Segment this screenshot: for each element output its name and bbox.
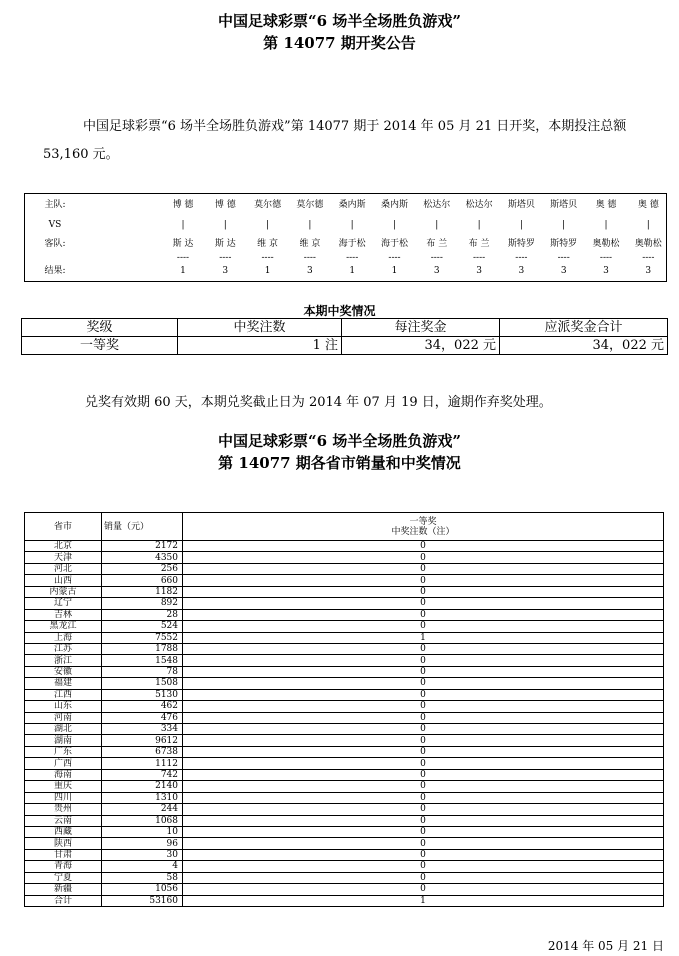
province-row [25,541,664,552]
announcement-title: 中国足球彩票“6 场半全场胜负游戏” [218,12,461,30]
province-row [25,826,664,837]
province-winners: 1 [183,632,664,643]
province-sales: 1112 [102,758,183,769]
province-name: 青海 [25,861,102,872]
province-subtitle: 第 14077 期各省市销量和中奖情况 [218,454,461,472]
province-name: 陕西 [25,838,102,849]
home-team-6: 桑内斯 [380,200,408,210]
dash-mark-3: ---- [261,253,274,263]
province-name: 湖南 [25,735,102,746]
province-winners: 0 [183,701,664,712]
province-sales: 660 [102,575,183,586]
province-winners: 0 [183,621,664,632]
province-sales: 7552 [102,632,183,643]
province-sales: 1788 [102,643,183,654]
province-winners: 0 [183,746,664,757]
province-sales: 462 [102,701,183,712]
province-sales: 1068 [102,815,183,826]
province-sales: 524 [102,621,183,632]
province-row [25,735,664,746]
home-team-10: 斯塔贝 [550,200,578,210]
province-row [25,575,664,586]
match-result-1: 1 [180,266,186,276]
redeem-notice: 兑奖有效期 60 天，本期兑奖截止日为 2014 年 07 月 19 日，逾期作弃奖处理。 [85,395,552,410]
match-result-11: 3 [603,266,609,276]
province-row [25,861,664,872]
vs-mark-10: | [562,220,566,230]
province-winners: 0 [183,724,664,735]
province-name: 江苏 [25,643,102,654]
province-name: 重庆 [25,781,102,792]
province-row [25,724,664,735]
dash-mark-12: ---- [642,253,655,263]
announcement-subtitle: 第 14077 期开奖公告 [263,34,416,52]
province-winners: 0 [183,884,664,895]
province-winners: 0 [183,712,664,723]
dash-mark-11: ---- [599,253,613,263]
prize-header-total: 应派奖金合计 [500,319,668,337]
province-sales: 892 [102,598,183,609]
province-row [25,746,664,757]
match-result-8: 3 [476,266,482,276]
result-label: 结果: [44,266,66,276]
vs-mark-2: | [223,220,227,230]
intro-paragraph: 中国足球彩票“6 场半全场胜负游戏”第 14077 期于 2014 年 05 月 21 日开奖，本期投注总额 53,160 元。 [43,119,627,162]
dash-mark-6: ---- [388,253,401,263]
dash-mark-7: ---- [430,253,443,263]
province-winners: 0 [183,563,664,574]
province-row [25,792,664,803]
province-name: 宁夏 [25,872,102,883]
away-team-12: 奥勒松 [634,239,662,249]
province-name: 山东 [25,701,102,712]
home-team-3: 莫尔德 [254,200,282,210]
province-name: 上海 [25,632,102,643]
vs-mark-11: | [604,220,608,230]
province-winners: 0 [183,872,664,883]
away-team-11: 奥勒松 [592,239,620,249]
province-name: 海南 [25,769,102,780]
province-row [25,666,664,677]
province-winners: 0 [183,689,664,700]
province-winners: 0 [183,861,664,872]
province-winners: 0 [183,598,664,609]
dash-mark-1: ---- [176,253,190,263]
province-sales: 10 [102,826,183,837]
prize-header-row [22,319,668,337]
match-table [24,193,667,282]
match-result-12: 3 [645,266,652,276]
province-sales: 2172 [102,541,183,552]
away-team-10: 斯特罗 [550,239,578,249]
province-header-row [25,513,664,541]
province-name: 云南 [25,815,102,826]
province-header: 省市 [25,513,102,541]
dash-mark-2: ---- [219,253,232,263]
sales-header: 销量（元） [102,513,183,541]
province-sales: 6738 [102,746,183,757]
province-winners: 0 [183,815,664,826]
match-result-5: 1 [349,266,356,276]
province-sales: 58 [102,872,183,883]
prize-count: 1 注 [178,337,342,355]
winners-header [183,513,664,541]
province-row [25,895,664,906]
province-row [25,632,664,643]
province-row [25,815,664,826]
province-winners: 0 [183,826,664,837]
province-winners: 0 [183,643,664,654]
province-row [25,643,664,654]
prize-section-title: 本期中奖情况 [303,304,376,318]
vs-mark-12: | [646,220,650,230]
away-team-5: 海于松 [338,239,366,249]
dash-mark-9: ---- [515,253,528,263]
province-row [25,849,664,860]
province-name: 江西 [25,689,102,700]
match-result-4: 3 [307,266,313,276]
prize-row [22,337,668,355]
match-result-3: 1 [264,266,271,276]
vs-mark-9: | [519,220,523,230]
dash-mark-4: ---- [303,253,316,263]
province-sales: 28 [102,609,183,620]
province-name: 辽宁 [25,598,102,609]
home-team-11: 奥 德 [595,200,617,210]
away-label: 客队: [44,239,66,249]
away-team-1: 斯 达 [172,239,194,249]
province-row [25,758,664,769]
province-name: 浙江 [25,655,102,666]
province-name: 黑龙江 [25,621,102,632]
province-sales: 4 [102,861,183,872]
dash-mark-5: ---- [346,253,359,263]
province-row [25,563,664,574]
away-team-7: 布 兰 [426,239,448,249]
province-sales: 9612 [102,735,183,746]
province-winners: 0 [183,735,664,746]
province-name: 河南 [25,712,102,723]
province-row [25,804,664,815]
province-row [25,872,664,883]
province-name: 四川 [25,792,102,803]
prize-level: 一等奖 [22,337,178,355]
away-team-8: 布 兰 [468,239,490,249]
province-sales: 96 [102,838,183,849]
vs-mark-4: | [308,220,312,230]
province-name: 山西 [25,575,102,586]
province-winners: 0 [183,838,664,849]
province-sales: 53160 [102,895,183,906]
province-name: 安徽 [25,666,102,677]
province-row [25,781,664,792]
prize-table [21,318,668,355]
province-row [25,586,664,597]
province-sales: 476 [102,712,183,723]
prize-header-each: 每注奖金 [342,319,500,337]
vs-label: VS [48,220,62,230]
footer-date: 2014 年 05 月 21 日 [547,939,664,953]
match-result-7: 3 [433,266,440,276]
match-result-6: 1 [391,266,398,276]
vs-mark-1: | [181,220,185,230]
home-team-12: 奥 德 [637,200,659,210]
home-team-1: 博 德 [172,200,194,210]
province-row [25,598,664,609]
province-row [25,655,664,666]
province-winners: 0 [183,609,664,620]
province-sales: 1056 [102,884,183,895]
province-winners: 0 [183,552,664,563]
away-team-6: 海于松 [380,239,408,249]
province-name: 吉林 [25,609,102,620]
province-row [25,884,664,895]
dash-mark-10: ---- [557,253,570,263]
prize-each: 34，022 元 [342,337,500,355]
province-sales: 244 [102,804,183,815]
province-winners: 0 [183,655,664,666]
province-table [24,512,664,907]
province-name: 广东 [25,746,102,757]
province-winners: 0 [183,541,664,552]
province-name: 湖北 [25,724,102,735]
province-row [25,769,664,780]
province-winners: 0 [183,758,664,769]
prize-header-level: 奖级 [22,319,178,337]
away-team-4: 维 京 [299,239,321,249]
province-row [25,838,664,849]
province-sales: 1508 [102,678,183,689]
home-team-7: 松达尔 [423,200,451,210]
province-winners: 1 [183,895,664,906]
vs-mark-8: | [477,220,481,230]
province-sales: 256 [102,563,183,574]
province-sales: 1182 [102,586,183,597]
province-name: 西藏 [25,826,102,837]
away-team-3: 维 京 [257,239,279,249]
province-name: 甘肃 [25,849,102,860]
province-title: 中国足球彩票“6 场半全场胜负游戏” [218,432,461,450]
province-sales: 5130 [102,689,183,700]
province-name: 内蒙古 [25,586,102,597]
match-result-9: 3 [518,266,525,276]
match-result-2: 3 [222,266,229,276]
province-winners: 0 [183,769,664,780]
province-sales: 30 [102,849,183,860]
province-name: 天津 [25,552,102,563]
province-row [25,689,664,700]
winners-header-bottom: 中奖注数（注） [391,526,455,537]
province-row [25,701,664,712]
province-sales: 1310 [102,792,183,803]
home-team-9: 斯塔贝 [507,200,535,210]
match-result-10: 3 [560,266,567,276]
prize-total: 34，022 元 [500,337,668,355]
home-team-2: 博 德 [214,200,236,210]
province-winners: 0 [183,792,664,803]
prize-header-count: 中奖注数 [178,319,342,337]
province-sales: 334 [102,724,183,735]
province-row [25,609,664,620]
province-winners: 0 [183,781,664,792]
away-team-9: 斯特罗 [507,239,535,249]
province-row [25,712,664,723]
vs-mark-5: | [350,220,354,230]
province-name: 贵州 [25,804,102,815]
home-team-8: 松达尔 [465,200,493,210]
province-sales: 1548 [102,655,183,666]
dash-mark-8: ---- [473,253,486,263]
province-sales: 4350 [102,552,183,563]
province-sales: 2140 [102,781,183,792]
vs-mark-3: | [266,220,270,230]
province-name: 福建 [25,678,102,689]
province-name: 广西 [25,758,102,769]
province-row [25,621,664,632]
province-sales: 742 [102,769,183,780]
province-winners: 0 [183,575,664,586]
vs-mark-6: | [392,220,397,230]
province-winners: 0 [183,678,664,689]
winners-header-top: 一等奖 [409,516,437,527]
province-name: 合计 [25,895,102,906]
province-row [25,678,664,689]
province-name: 新疆 [25,884,102,895]
home-team-4: 莫尔德 [296,200,324,210]
province-winners: 0 [183,666,664,677]
province-sales: 78 [102,666,183,677]
vs-mark-7: | [435,220,439,230]
province-winners: 0 [183,586,664,597]
home-label: 主队: [44,200,66,210]
province-winners: 0 [183,804,664,815]
province-name: 河北 [25,563,102,574]
province-name: 北京 [25,541,102,552]
province-winners: 0 [183,849,664,860]
home-team-5: 桑内斯 [338,200,366,210]
away-team-2: 斯 达 [214,239,236,249]
province-row [25,552,664,563]
